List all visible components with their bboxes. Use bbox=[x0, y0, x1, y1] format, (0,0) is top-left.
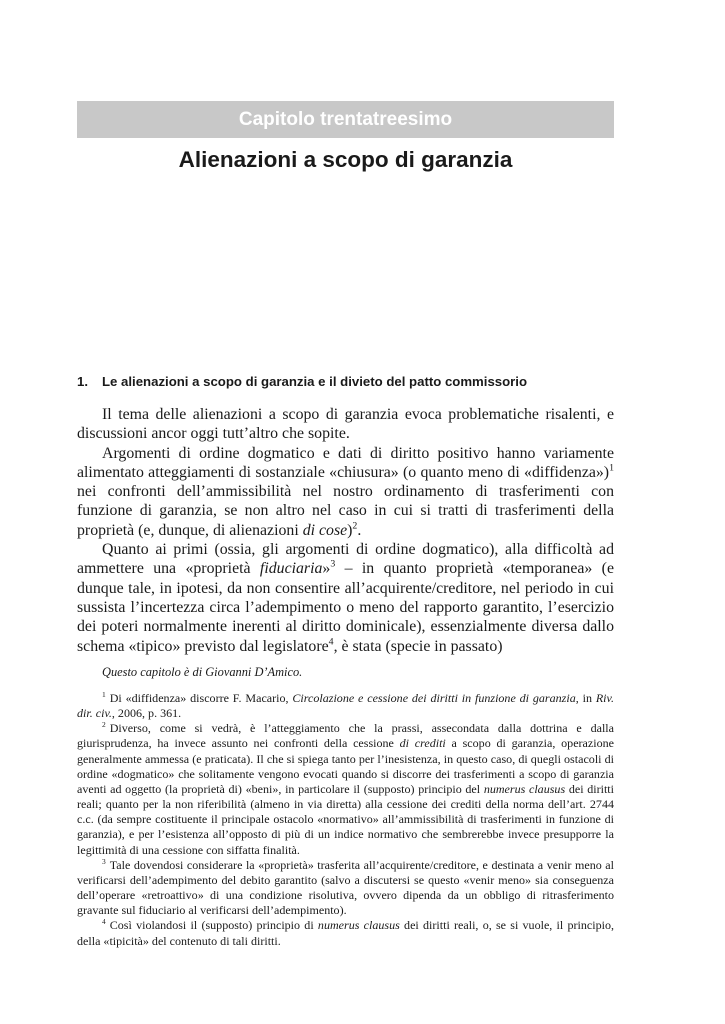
footnote-ref-1: 1 bbox=[609, 462, 614, 474]
chapter-label: Capitolo trentatreesimo bbox=[238, 108, 453, 130]
paragraph-3: Quanto ai primi (ossia, gli argomenti di ordine dogmatico), alla difficoltà ad ammettere una «proprietà fiduciaria»$^3$ – in quanto proprietà «temporanea» (e dunque tale, in ipotesi, da non consentire all’acquirente/creditore, nel periodo in cui sussista l’incertezza circa l’adempimento o meno del rapporto garantito, l’esercizio dei poteri normalmente inerenti al diritto dominicale), essenzialmente diversa dallo schema «tipico» previsto dal legislatore$^4$, è stata (specie in passato) bbox=[77, 541, 614, 655]
paragraph-1: Il tema delle alienazioni a scopo di garanzia evoca problematiche risalenti, e discussioni ancor oggi tutt’altro che sopite. bbox=[77, 406, 614, 443]
footnote-2: $^2$ Diverso, come si vedrà, è l’atteggiamento che la prassi, assecondata dalla dottrina e dalla giurisprudenza, ha invece assunto nei confronti della cessione di crediti a scopo di garanzia, operazione generalmente ammessa (e praticata). Il che si spiega tanto per l’inesistenza, in questo caso, di quegli ostacoli di ordine «dogmatico» che solitamente vengono evocati quando si discorre dei trasferimenti a scopo di garanzia aventi ad oggetto (la proprietà di) «beni», in particolare il (supposto) principio del numerus clausus dei diritti reali; quanto per la non riferibilità (almeno in via diretta) alla cessione dei crediti della norma dell’art. 2744 c.c. (da sempre costituente il principale ostacolo «normativo» all’ammissibilità di trasferimenti in funzione di garanzia), e per l’esistenza all’opposto di più di un indice normativo che sembrerebbe invece presupporre la legittimità di una cessione con siffatta finalità. bbox=[77, 720, 614, 857]
chapter-title: Alienazioni a scopo di garanzia bbox=[178, 147, 513, 172]
body-text bbox=[77, 405, 614, 656]
section-number: 1. bbox=[77, 374, 88, 389]
chapter-band bbox=[77, 101, 614, 138]
footnote-ref-4: 4 bbox=[328, 636, 334, 648]
author-note: Questo capitolo è di Giovanni D’Amico. bbox=[102, 665, 303, 679]
section-heading bbox=[77, 374, 637, 389]
footnotes bbox=[77, 691, 614, 949]
paragraph-2: Argomenti di ordine dogmatico e dati di diritto positivo hanno variamente alimentato atteggiamenti di sostanziale «chiusura» (o quanto meno di «diffidenza»)$^1$ nei confronti dell’ammissibilità nel nostro ordinamento di trasferimenti con funzione di garanzia, se non altro nel caso in cui si tratti di trasferimenti della proprietà (e, dunque, di alienazioni di cose)$^2$. bbox=[77, 444, 614, 539]
footnote-1: $^1$ Di «diffidenza» discorre F. Macario, Circolazione e cessione dei diritti in funzione di garanzia, in Riv. dir. civ., 2006, p. 361. bbox=[77, 689, 614, 721]
footnote-3: $^3$ Tale dovendosi considerare la «proprietà» trasferita all’acquirente/creditore, e destinata a venir meno al verificarsi dell’adempimento del debito garantito (salvo a discutersi se questo «venir meno» sia conseguenza dell’operare «retroattivo» di una condizione risolutiva, ovvero dipenda da un obbligo di ritrasferimento gravante sul fiduciario al verificarsi dell’adempimento). bbox=[77, 856, 614, 918]
footnote-ref-2: 2 bbox=[352, 520, 358, 532]
section-title: Le alienazioni a scopo di garanzia e il divieto del patto commissorio bbox=[102, 374, 528, 389]
footnote-4: $^4$ Così violandosi il (supposto) principio di numerus clausus dei diritti reali, o, se si vuole, il principio, della «tipicità» del contenuto di tali diritti. bbox=[77, 917, 614, 948]
footnote-ref-3: 3 bbox=[330, 559, 336, 571]
